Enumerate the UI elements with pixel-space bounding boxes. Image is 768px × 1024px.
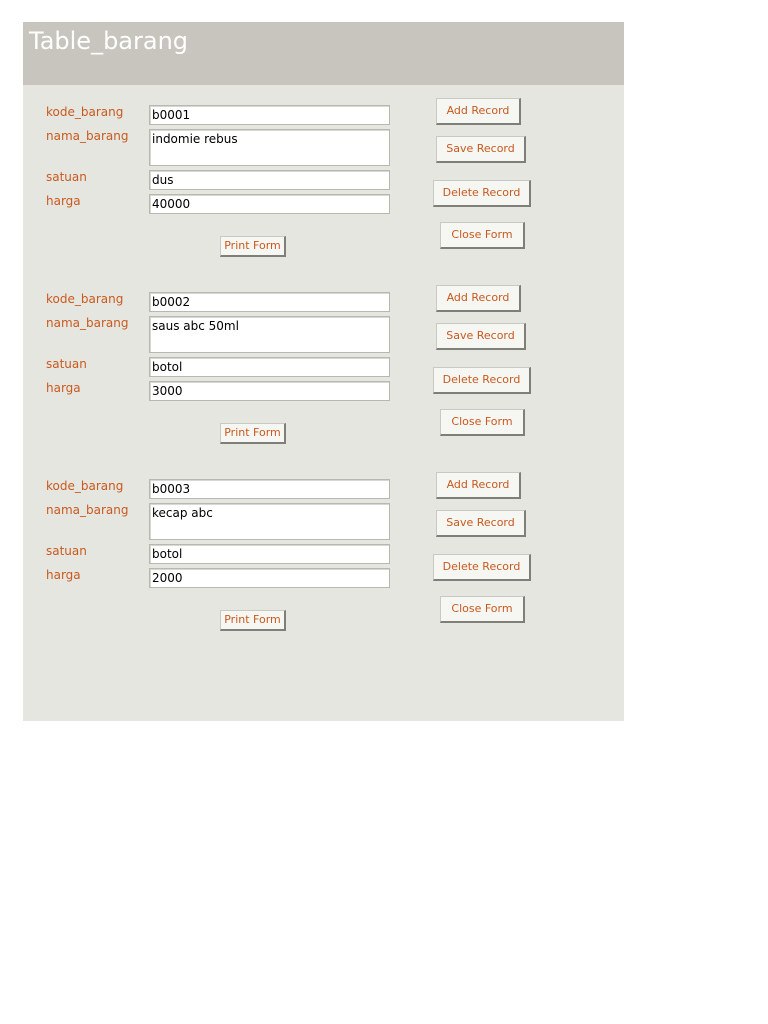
save-record-button[interactable]: Save Record <box>436 323 526 350</box>
label-harga: harga <box>46 381 81 395</box>
satuan-field[interactable]: botol <box>149 357 390 377</box>
nama-barang-field[interactable]: saus abc 50ml <box>149 316 390 353</box>
record-block <box>23 96 624 266</box>
label-kode-barang: kode_barang <box>46 292 124 306</box>
record-block <box>23 470 624 640</box>
harga-field[interactable]: 2000 <box>149 568 390 588</box>
add-record-button[interactable]: Add Record <box>436 285 521 312</box>
delete-record-button[interactable]: Delete Record <box>433 367 531 394</box>
label-kode-barang: kode_barang <box>46 479 124 493</box>
label-satuan: satuan <box>46 544 87 558</box>
label-nama-barang: nama_barang <box>46 129 129 143</box>
label-satuan: satuan <box>46 170 87 184</box>
save-record-button[interactable]: Save Record <box>436 136 526 163</box>
satuan-field[interactable]: dus <box>149 170 390 190</box>
add-record-button[interactable]: Add Record <box>436 472 521 499</box>
close-form-button[interactable]: Close Form <box>440 409 525 436</box>
print-form-button[interactable]: Print Form <box>220 610 286 631</box>
close-form-button[interactable]: Close Form <box>440 222 525 249</box>
print-form-button[interactable]: Print Form <box>220 423 286 444</box>
close-form-button[interactable]: Close Form <box>440 596 525 623</box>
label-harga: harga <box>46 568 81 582</box>
form-window <box>23 22 624 721</box>
label-kode-barang: kode_barang <box>46 105 124 119</box>
satuan-field[interactable]: botol <box>149 544 390 564</box>
label-satuan: satuan <box>46 357 87 371</box>
kode-barang-field[interactable]: b0003 <box>149 479 390 499</box>
harga-field[interactable]: 40000 <box>149 194 390 214</box>
label-nama-barang: nama_barang <box>46 503 129 517</box>
label-harga: harga <box>46 194 81 208</box>
delete-record-button[interactable]: Delete Record <box>433 554 531 581</box>
record-block <box>23 283 624 453</box>
nama-barang-field[interactable]: kecap abc <box>149 503 390 540</box>
delete-record-button[interactable]: Delete Record <box>433 180 531 207</box>
print-form-button[interactable]: Print Form <box>220 236 286 257</box>
add-record-button[interactable]: Add Record <box>436 98 521 125</box>
harga-field[interactable]: 3000 <box>149 381 390 401</box>
nama-barang-field[interactable]: indomie rebus <box>149 129 390 166</box>
form-title: Table_barang <box>29 27 189 55</box>
kode-barang-field[interactable]: b0002 <box>149 292 390 312</box>
kode-barang-field[interactable]: b0001 <box>149 105 390 125</box>
save-record-button[interactable]: Save Record <box>436 510 526 537</box>
form-header <box>23 22 624 85</box>
label-nama-barang: nama_barang <box>46 316 129 330</box>
